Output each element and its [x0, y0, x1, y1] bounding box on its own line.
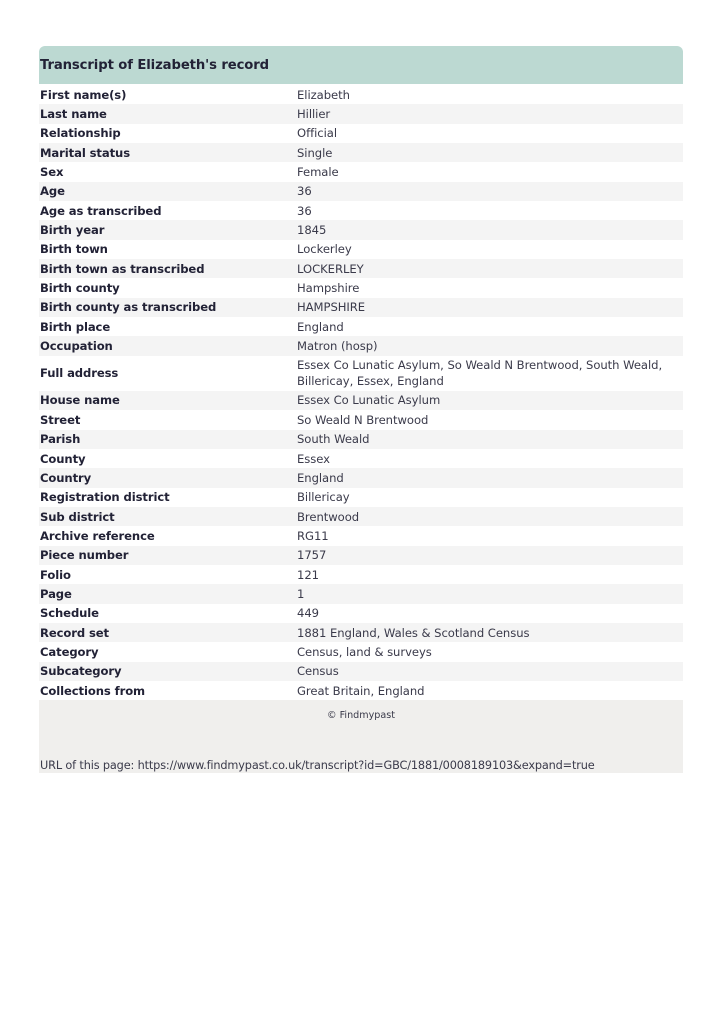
- field-label: Page: [40, 586, 72, 601]
- field-label: First name(s): [40, 87, 127, 102]
- field-label: Registration district: [40, 490, 170, 505]
- table-row: [39, 391, 683, 410]
- field-value: Official: [297, 126, 338, 141]
- field-value: England: [297, 470, 344, 485]
- page-url-text: URL of this page: https://www.findmypast.co.uk/transcript?id=GBC/1881/0008189103&expand=true: [40, 759, 595, 773]
- field-value: HAMPSHIRE: [297, 300, 366, 315]
- field-value: Census: [297, 664, 339, 679]
- field-label: Age: [40, 184, 65, 199]
- table-row: [39, 336, 683, 355]
- field-label: Birth county as transcribed: [40, 300, 217, 315]
- transcript-card: [39, 46, 683, 773]
- field-label: Record set: [40, 625, 109, 640]
- field-value: Hampshire: [297, 281, 360, 296]
- field-value: Lockerley: [297, 242, 352, 257]
- field-label: Sex: [40, 165, 64, 180]
- field-value: Matron (hosp): [297, 339, 378, 354]
- transcript-header: [39, 46, 683, 84]
- table-row: [39, 604, 683, 623]
- table-row: [39, 468, 683, 487]
- field-label: Full address: [40, 366, 119, 381]
- field-value: 121: [297, 567, 319, 582]
- field-value: LOCKERLEY: [297, 261, 364, 276]
- field-label: House name: [40, 393, 120, 408]
- field-value: 1757: [297, 548, 327, 563]
- field-label: Last name: [40, 107, 107, 122]
- table-row: [39, 143, 683, 162]
- field-label: County: [40, 451, 86, 466]
- field-label: Category: [40, 644, 99, 659]
- table-row: [39, 642, 683, 661]
- table-row: [39, 546, 683, 565]
- field-label: Collections from: [40, 683, 146, 698]
- table-row: [39, 317, 683, 336]
- field-value: 36: [297, 184, 312, 199]
- table-row: [39, 410, 683, 429]
- field-value: 1: [297, 586, 305, 601]
- field-label: Occupation: [40, 339, 113, 354]
- table-row: [39, 507, 683, 526]
- table-row: [39, 182, 683, 201]
- field-value: Brentwood: [297, 509, 360, 524]
- field-value: Essex: [297, 451, 330, 466]
- field-value: Essex Co Lunatic Asylum, So Weald N Brentwood, South Weald, Billericay, Essex, England: [297, 358, 663, 389]
- field-value: Billericay: [297, 490, 350, 505]
- field-value: Female: [297, 165, 339, 180]
- table-row: [39, 662, 683, 681]
- table-row: [39, 623, 683, 642]
- field-value: England: [297, 319, 344, 334]
- field-value: 449: [297, 606, 319, 621]
- field-label: Birth town: [40, 242, 108, 257]
- field-label: Birth place: [40, 319, 111, 334]
- field-value: Essex Co Lunatic Asylum: [297, 393, 441, 408]
- field-label: Sub district: [40, 509, 115, 524]
- table-row: [39, 449, 683, 468]
- field-label: Parish: [40, 432, 81, 447]
- table-row: [39, 85, 683, 104]
- field-value: Census, land & surveys: [297, 644, 432, 659]
- table-row: [39, 259, 683, 278]
- table-row: [39, 220, 683, 239]
- table-row: [39, 278, 683, 297]
- field-label: Folio: [40, 567, 71, 582]
- field-label: Age as transcribed: [40, 203, 162, 218]
- field-value: Great Britain, England: [297, 683, 425, 698]
- table-row: [39, 430, 683, 449]
- field-value: 36: [297, 203, 312, 218]
- field-label: Relationship: [40, 126, 121, 141]
- table-row: [39, 104, 683, 123]
- field-label: Marital status: [40, 145, 130, 160]
- table-row: [39, 681, 683, 700]
- field-value: Single: [297, 145, 333, 160]
- field-value: RG11: [297, 528, 329, 543]
- table-row: [39, 240, 683, 259]
- table-row: [39, 526, 683, 545]
- footer: [39, 700, 683, 773]
- field-value: Elizabeth: [297, 87, 350, 102]
- field-value: South Weald: [297, 432, 370, 447]
- field-label: Birth town as transcribed: [40, 261, 205, 276]
- table-row: [39, 124, 683, 143]
- field-value: 1845: [297, 223, 327, 238]
- table-row: [39, 584, 683, 603]
- page-title: Transcript of Elizabeth's record: [40, 57, 269, 73]
- table-row: [39, 298, 683, 317]
- field-value: So Weald N Brentwood: [297, 412, 429, 427]
- field-label: Birth year: [40, 223, 105, 238]
- table-row: [39, 162, 683, 181]
- field-label: Subcategory: [40, 664, 122, 679]
- field-value: Hillier: [297, 107, 331, 122]
- field-label: Birth county: [40, 281, 120, 296]
- table-row: [39, 201, 683, 220]
- field-label: Street: [40, 412, 81, 427]
- table-row: [39, 565, 683, 584]
- field-label: Country: [40, 470, 92, 485]
- copyright-text: © Findmypast: [326, 710, 396, 722]
- transcript-table: [39, 85, 683, 700]
- field-label: Piece number: [40, 548, 129, 563]
- table-row: [39, 488, 683, 507]
- field-value: 1881 England, Wales & Scotland Census: [297, 625, 530, 640]
- field-label: Schedule: [40, 606, 99, 621]
- table-row: [39, 356, 683, 391]
- field-label: Archive reference: [40, 528, 155, 543]
